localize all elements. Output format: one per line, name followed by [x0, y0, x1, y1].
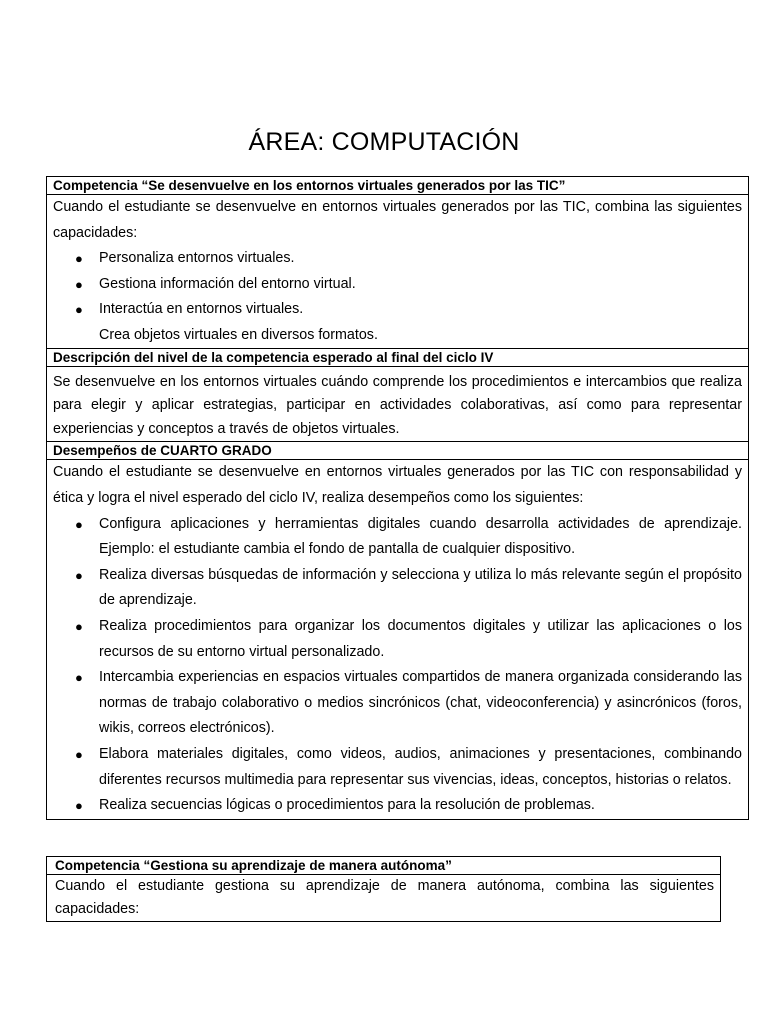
page-title: ÁREA: COMPUTACIÓN	[248, 128, 520, 156]
capacities-list	[53, 246, 742, 323]
section-heading-desempenos: Desempeños de CUARTO GRADO	[47, 441, 748, 460]
list-item-plain: Crea objetos virtuales en diversos formatos.	[99, 326, 378, 343]
intro-text: Cuando el estudiante se desenvuelve en entornos virtuales generados por las TIC con responsabilidad y ética y logra el nivel esperado del ciclo IV, realiza desempeños como los siguientes:	[53, 464, 742, 507]
intro-text: Cuando el estudiante se desenvuelve en entornos virtuales generados por las TIC, combina las siguientes capacidades:	[53, 199, 742, 241]
section-body-descripcion-nivel	[47, 367, 748, 442]
bullet-icon: ●	[75, 251, 83, 267]
performance-list	[53, 512, 742, 819]
list-item: ● Elabora materiales digitales, como videos, audios, animaciones y presentaciones, combinando diferentes recursos multimedia para representar sus vivencias, ideas, conceptos, historias o relatos.	[99, 742, 742, 793]
bullet-icon: ●	[75, 276, 83, 292]
competency-table-autonomous	[46, 856, 721, 922]
list-item: ● Realiza diversas búsquedas de información y selecciona y utiliza lo más relevante según el propósito de aprendizaje.	[99, 563, 742, 614]
competency-table	[46, 176, 749, 820]
bullet-icon: ●	[75, 670, 83, 686]
bullet-icon: ●	[75, 747, 83, 762]
list-item: ● Interactúa en entornos virtuales.	[99, 297, 742, 323]
bullet-icon: ●	[75, 567, 83, 583]
section-body-competencia-tic	[47, 195, 748, 348]
section-heading-competencia-tic: Competencia “Se desenvuelve en los entornos virtuales generados por las TIC”	[47, 177, 748, 195]
section-heading-descripcion-nivel: Descripción del nivel de la competencia esperado al final del ciclo IV	[47, 348, 748, 367]
intro-text: Cuando el estudiante gestiona su aprendizaje de manera autónoma, combina las siguientes capacidades:	[55, 878, 714, 917]
description-text: Se desenvuelve en los entornos virtuales cuándo comprende los procedimientos e intercambios que realiza para elegir y aplicar estrategias, participar en actividades colaborativas, así como para representar experiencias y conceptos a través de objetos virtuales.	[53, 373, 742, 437]
section-heading-aprendizaje-autonomo: Competencia “Gestiona su aprendizaje de manera autónoma”	[47, 857, 720, 875]
list-item: ● Configura aplicaciones y herramientas digitales cuando desarrolla actividades de aprendizaje. Ejemplo: el estudiante cambia el fondo de pantalla de cualquier dispositivo.	[99, 512, 742, 563]
list-item: ● Realiza procedimientos para organizar los documentos digitales y utilizar las aplicaciones o los recursos de su entorno virtual personalizado.	[99, 614, 742, 665]
bullet-icon: ●	[75, 619, 83, 635]
list-item: ● Intercambia experiencias en espacios virtuales compartidos de manera organizada considerando las normas de trabajo colaborativo o medios sincrónicos (chat, videoconferencia) y asincrónicos (foros, wikis, correos electrónicos).	[99, 665, 742, 742]
bullet-icon: ●	[75, 516, 83, 532]
list-item: ● Realiza secuencias lógicas o procedimientos para la resolución de problemas.	[99, 793, 742, 819]
bullet-icon: ●	[75, 302, 83, 318]
list-item: ● Personaliza entornos virtuales.	[99, 246, 742, 272]
bullet-icon: ●	[75, 798, 83, 814]
section-body-aprendizaje-autonomo	[47, 875, 720, 921]
section-body-desempenos	[47, 460, 748, 818]
list-item: ● Gestiona información del entorno virtual.	[99, 272, 742, 298]
